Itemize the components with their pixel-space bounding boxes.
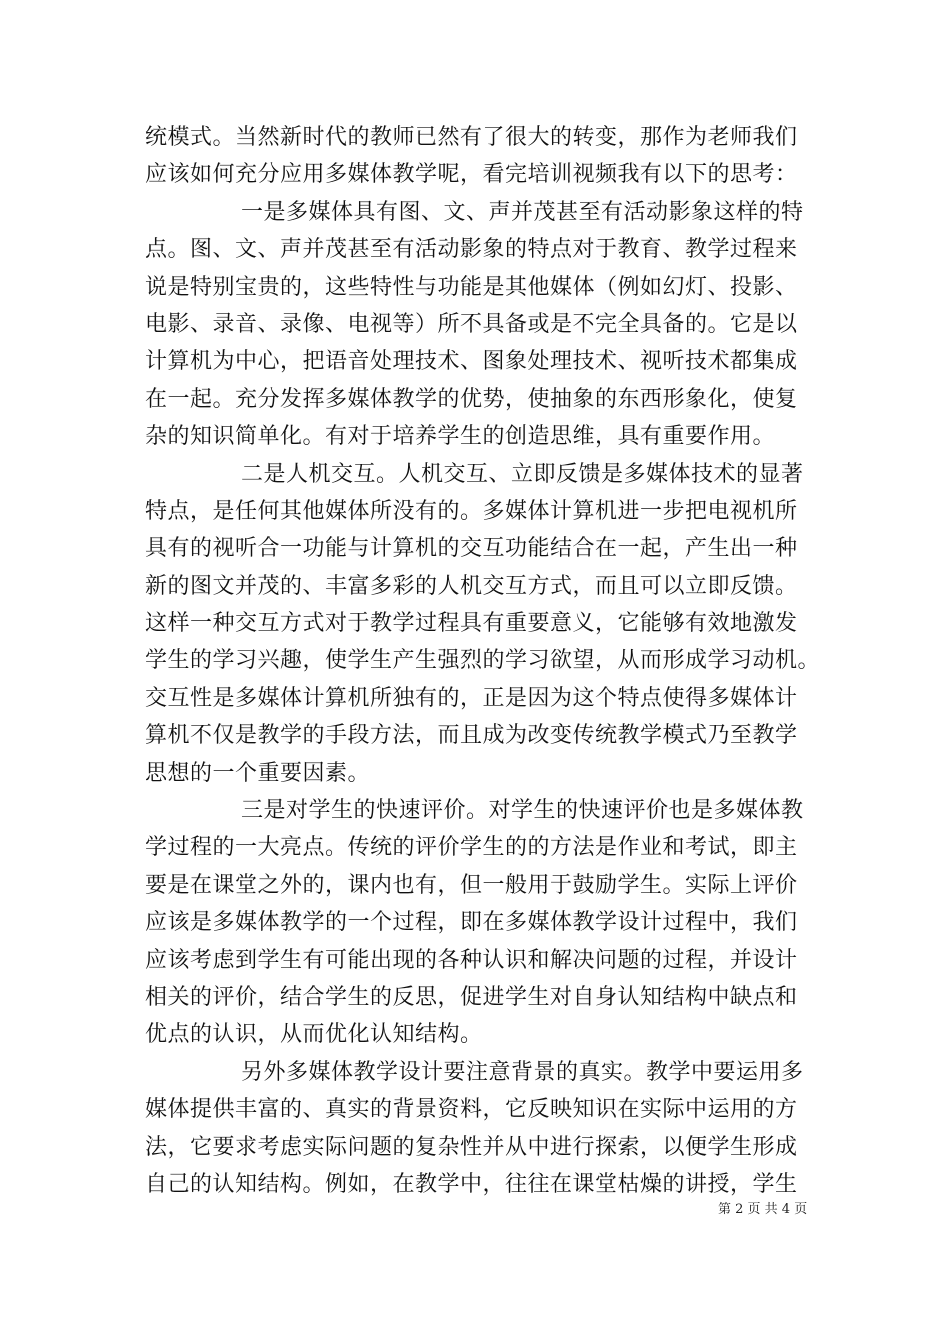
text-line: 应该考虑到学生有可能出现的各种认识和解决问题的过程，并设计 <box>145 947 798 973</box>
text-line: 计算机为中心，把语音处理技术、图象处理技术、视听技术都集成 <box>145 349 798 375</box>
text-line: 算机不仅是教学的手段方法，而且成为改变传统教学模式乃至教学 <box>145 723 798 749</box>
text-line: 这样一种交互方式对于教学过程具有重要意义，它能够有效地激发 <box>145 611 798 637</box>
text-line: 相关的评价，结合学生的反思，促进学生对自身认知结构中缺点和 <box>145 984 798 1010</box>
page-number-footer: 第 2 页 共 4 页 <box>718 1202 808 1217</box>
text-line: 说是特别宝贵的，这些特性与功能是其他媒体（例如幻灯、投影、 <box>145 274 798 300</box>
text-line: 学生的学习兴趣，使学生产生强烈的学习欲望，从而形成学习动机。 <box>145 648 821 674</box>
text-line: 要是在课堂之外的，课内也有，但一般用于鼓励学生。实际上评价 <box>145 872 798 898</box>
text-line: 思想的一个重要因素。 <box>145 760 371 786</box>
text-line: 新的图文并茂的、丰富多彩的人机交互方式，而且可以立即反馈。 <box>145 573 798 599</box>
text-line: 应该如何充分应用多媒体教学呢，看完培训视频我有以下的思考： <box>145 162 798 188</box>
text-line: 法，它要求考虑实际问题的复杂性并从中进行探索，以便学生形成 <box>145 1134 798 1160</box>
text-line: 媒体提供丰富的、真实的背景资料，它反映知识在实际中运用的方 <box>145 1097 798 1123</box>
text-line: 优点的认识，从而优化认知结构。 <box>145 1022 483 1048</box>
paragraph-start-line: 三是对学生的快速评价。对学生的快速评价也是多媒体教 <box>241 798 804 824</box>
paragraph-start-line: 一是多媒体具有图、文、声并茂甚至有活动影象这样的特 <box>241 199 804 225</box>
text-line: 学过程的一大亮点。传统的评价学生的的方法是作业和考试，即主 <box>145 835 798 861</box>
paragraph-start-line: 二是人机交互。人机交互、立即反馈是多媒体技术的显著 <box>241 461 804 487</box>
paragraph-start-line: 另外多媒体教学设计要注意背景的真实。教学中要运用多 <box>241 1059 804 1085</box>
text-line: 交互性是多媒体计算机所独有的，正是因为这个特点使得多媒体计 <box>145 685 798 711</box>
text-line: 自己的认知结构。例如，在教学中，往往在课堂枯燥的讲授，学生 <box>145 1171 798 1197</box>
text-line: 应该是多媒体教学的一个过程，即在多媒体教学设计过程中，我们 <box>145 910 798 936</box>
text-line: 点。图、文、声并茂甚至有活动影象的特点对于教育、教学过程来 <box>145 237 798 263</box>
text-line: 杂的知识简单化。有对于培养学生的创造思维，具有重要作用。 <box>145 424 776 450</box>
text-line: 统模式。当然新时代的教师已然有了很大的转变，那作为老师我们 <box>145 125 798 150</box>
text-line: 具有的视听合一功能与计算机的交互功能结合在一起，产生出一种 <box>145 536 798 562</box>
text-line: 在一起。充分发挥多媒体教学的优势，使抽象的东西形象化，使复 <box>145 386 798 412</box>
text-line: 特点，是任何其他媒体所没有的。多媒体计算机进一步把电视机所 <box>145 498 798 524</box>
body-text <box>145 119 821 1203</box>
text-line: 电影、录音、录像、电视等）所不具备或是不完全具备的。它是以 <box>145 311 798 337</box>
